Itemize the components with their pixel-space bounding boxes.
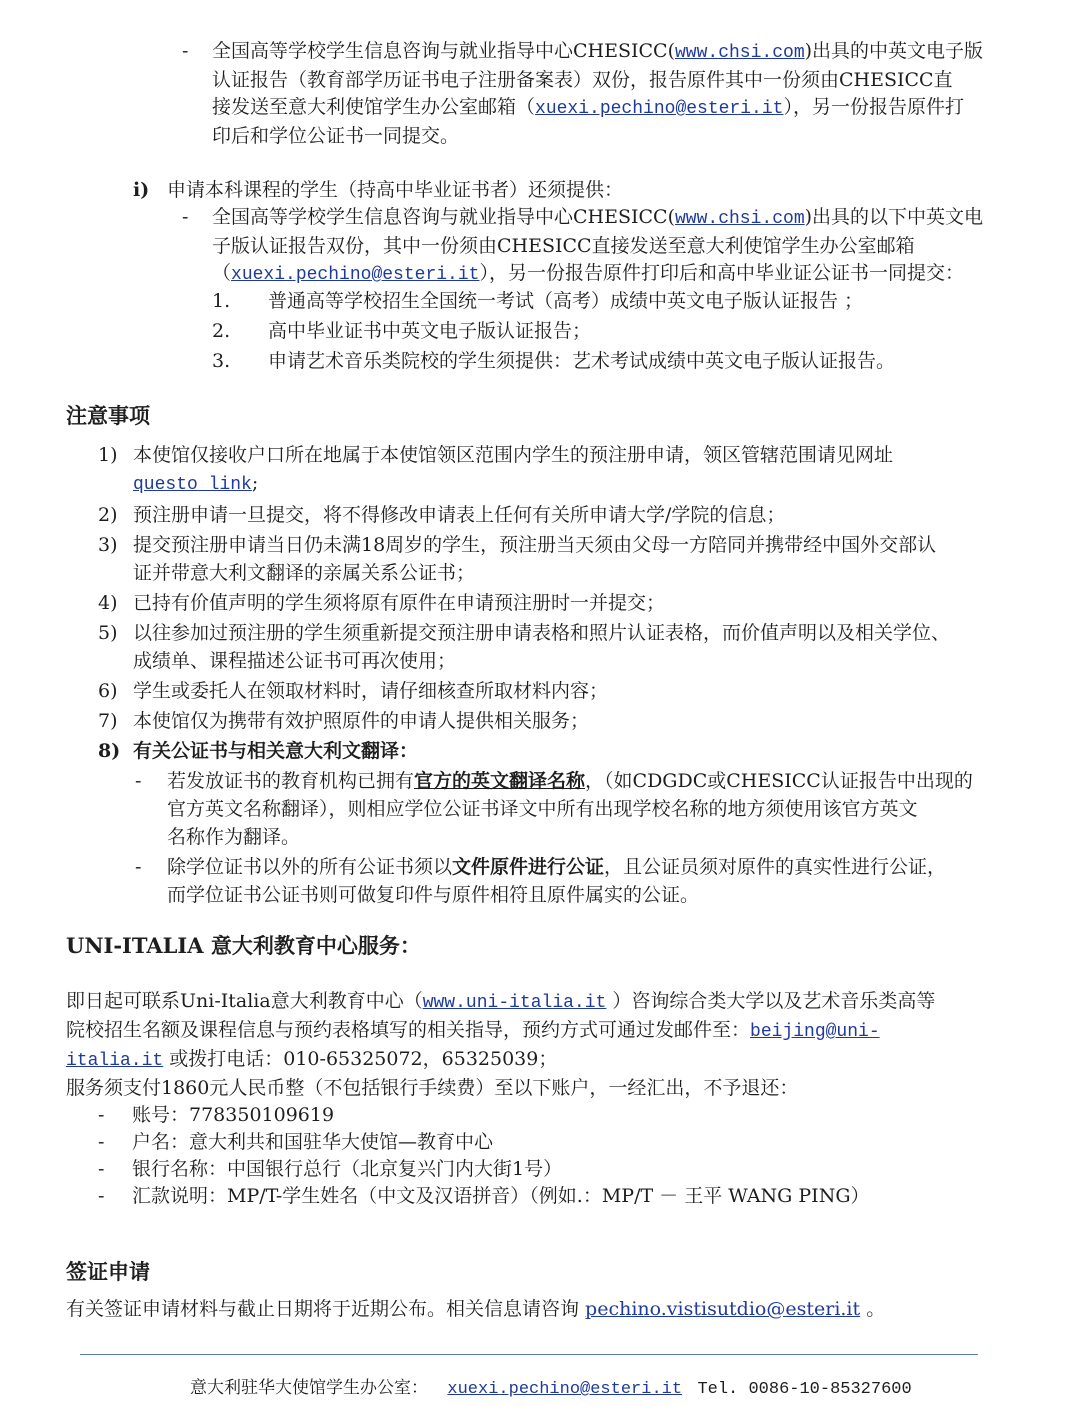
bullet-dash: - [135,770,142,792]
note-item-8 [98,737,1038,765]
text: ，且公证员须对原件的真实性进行公证， [604,856,947,878]
list-item [212,286,1052,316]
bank-item [98,1129,1026,1156]
emphasis-text: 官方的英文翻译名称 [414,770,586,792]
visa-email-link[interactable]: pechino.vistisutdio@esteri.it [585,1298,861,1320]
list-number: 1. [212,290,231,312]
footer-tel: Tel. 0086-10-85327600 [697,1380,912,1399]
top-line-2: 认证报告（教育部学历证书电子注册备案表）双份，报告原件其中一份须由CHESICC直 [212,69,953,91]
uni-line-2 [66,1017,1026,1046]
uni-heading: UNI-ITALIA 意大利教育中心服务： [66,933,421,958]
top-block [182,38,1062,150]
footer-divider [80,1354,978,1355]
note-text: 已持有价值声明的学生须将原有原件在申请预注册时一并提交； [133,592,666,614]
chsi-link[interactable]: www.chsi.com [675,43,805,63]
note-text: 预注册申请一旦提交，将不得修改申请表上任何有关所申请大学/学院的信息； [133,504,786,526]
bullet-dash: - [98,1158,105,1180]
note-text [167,853,1038,881]
bullet-dash: - [135,856,142,878]
note-text [133,469,1038,499]
bullet-dash: - [98,1131,105,1153]
list-text: 普通高等学校招生全国统一考试（高考）成绩中英文电子版认证报告 ； [268,290,864,312]
list-number: 3. [212,350,231,372]
note-number: 5) [98,622,118,644]
text: ），另一份报告原件打印后和高中毕业证公证书一同提交： [479,262,964,284]
bank-text: 户名：意大利共和国驻华大使馆—教育中心 [132,1131,494,1153]
bank-item [98,1183,1026,1210]
note-item-6 [98,677,1038,705]
text: 除学位证书以外的所有公证书须以 [167,856,453,878]
text: ）咨询综合类大学以及艺术音乐类高等 [606,990,936,1012]
text: 有关签证申请材料与截止日期将于近期公布。相关信息请咨询 [66,1298,586,1320]
uni-line-1 [66,988,1026,1017]
beijing-email-link[interactable]: beijing@uni- [750,1022,880,1042]
note-item-1 [98,441,1038,499]
footer-email-link[interactable]: xuexi.pechino@esteri.it [447,1380,683,1399]
bank-text: 账号：778350109619 [132,1104,335,1126]
note-text: 证并带意大利文翻译的亲属关系公证书； [133,562,476,584]
note-text [167,767,1038,795]
note-text: 官方英文名称翻译），则相应学位公证书译文中所有出现学校名称的地方须使用该官方英文 [167,798,918,820]
bullet-dash: - [98,1185,105,1207]
top-line-4: 印后和学位公证书一同提交。 [212,125,460,147]
note-number: 6) [98,680,118,702]
section-i-marker: i) [133,179,150,201]
list-text: 高中毕业证书中英文电子版认证报告； [268,320,592,342]
note-item-7 [98,707,1038,735]
xuexi-email-link[interactable]: xuexi.pechino@esteri.it [535,99,784,119]
list-item [212,346,1052,376]
note-number: 2) [98,504,118,526]
footer [190,1376,990,1402]
note-item-5 [98,619,1038,675]
section-i-line-3 [212,260,1062,289]
section-i-list [212,286,1052,376]
text: 全国高等学校学生信息咨询与就业指导中心CHESICC( [212,40,675,62]
list-item [212,316,1052,346]
footer-label: 意大利驻华大使馆学生办公室： [190,1378,428,1398]
uni-line-3 [66,1046,1026,1075]
bank-item [98,1156,1026,1183]
note-text: 而学位证书公证书则可做复印件与原件相符且原件属实的公证。 [167,884,700,906]
notes-heading: 注意事项 [66,403,150,428]
note-item-3 [98,531,1038,587]
uni-italia-link[interactable]: www.uni-italia.it [422,993,607,1013]
uni-line-4: 服务须支付1860元人民币整（不包括银行手续费）至以下账户，一经汇出，不予退还： [66,1077,799,1099]
bank-text: 银行名称：中国银行总行（北京复兴门内大街1号） [132,1158,563,1180]
text: )出具的以下中英文电 [804,206,984,228]
text: 或拨打电话：010-65325072，65325039； [163,1048,558,1070]
note-number: 1) [98,444,118,466]
text: ; [251,472,259,494]
visa-heading: 签证申请 [66,1259,150,1284]
bullet-dash: - [182,40,189,62]
text: 。 [860,1298,886,1320]
section-i-title: 申请本科课程的学生（持高中毕业证书者）还须提供： [167,179,624,201]
text: 若发放证书的教育机构已拥有 [167,770,415,792]
note-text: 学生或委托人在领取材料时，请仔细核查所取材料内容； [133,680,609,702]
text: )出具的中英文电子版 [804,40,984,62]
bank-item [98,1102,1026,1129]
note-8-sub-1 [135,767,1038,851]
note-text: 有关公证书与相关意大利文翻译： [133,740,419,762]
visa-text [66,1296,1026,1323]
note-text: 以往参加过预注册的学生须重新提交预注册申请表格和照片认证表格，而价值声明以及相关学位、 [133,622,951,644]
list-text: 申请艺术音乐类院校的学生须提供：艺术考试成绩中英文电子版认证报告。 [268,350,896,372]
note-number: 4) [98,592,118,614]
note-item-2 [98,501,1038,529]
note-text: 成绩单、课程描述公证书可再次使用； [133,650,457,672]
note-item-4 [98,589,1038,617]
note-number: 8) [98,740,121,762]
bullet-dash: - [98,1104,105,1126]
section-i-body [182,204,1062,289]
section-i [133,177,1033,204]
xuexi-email-link[interactable]: xuexi.pechino@esteri.it [231,265,480,285]
top-line-3 [212,94,1062,123]
uni-body [66,988,1026,1210]
note-text: 本使馆仅接收户口所在地属于本使馆领区范围内学生的预注册申请，领区管辖范围请见网址 [133,444,894,466]
beijing-email-link-cont[interactable]: italia.it [66,1051,164,1071]
section-i-line-1 [212,204,1062,233]
note-text: 提交预注册申请当日仍未满18周岁的学生，预注册当天须由父母一方陪同并携带经中国外交部认 [133,534,937,556]
bullet-dash: - [182,206,189,228]
note-8-sub-2 [135,853,1038,909]
note-number: 3) [98,534,118,556]
emphasis-text: 文件原件进行公证 [452,856,605,878]
questo-link[interactable]: questo link [133,475,252,495]
list-number: 2. [212,320,231,342]
text: ，（如CDGDC或CHESICC认证报告中出现的 [585,770,973,792]
note-text: 本使馆仅为携带有效护照原件的申请人提供相关服务； [133,710,590,732]
notes-list [98,441,1038,909]
text: 接发送至意大利使馆学生办公室邮箱（ [212,96,536,118]
section-i-line-2: 子版认证报告双份，其中一份须由CHESICC直接发送至意大利使馆学生办公室邮箱 [212,235,915,257]
top-line-1 [212,38,1062,67]
note-number: 7) [98,710,118,732]
text: 即日起可联系Uni-Italia意大利教育中心（ [66,990,423,1012]
bank-text: 汇款说明：MP/T-学生姓名（中文及汉语拼音）（例如.：MP/T － 王平 WANG PING） [132,1185,870,1207]
text: ），另一份报告原件打 [783,96,964,118]
text: 院校招生名额及课程信息与预约表格填写的相关指导，预约方式可通过发邮件至： [66,1019,751,1041]
chsi-link[interactable]: www.chsi.com [675,209,805,229]
text: （ [212,262,232,284]
note-text: 名称作为翻译。 [167,826,301,848]
text: 全国高等学校学生信息咨询与就业指导中心CHESICC( [212,206,675,228]
